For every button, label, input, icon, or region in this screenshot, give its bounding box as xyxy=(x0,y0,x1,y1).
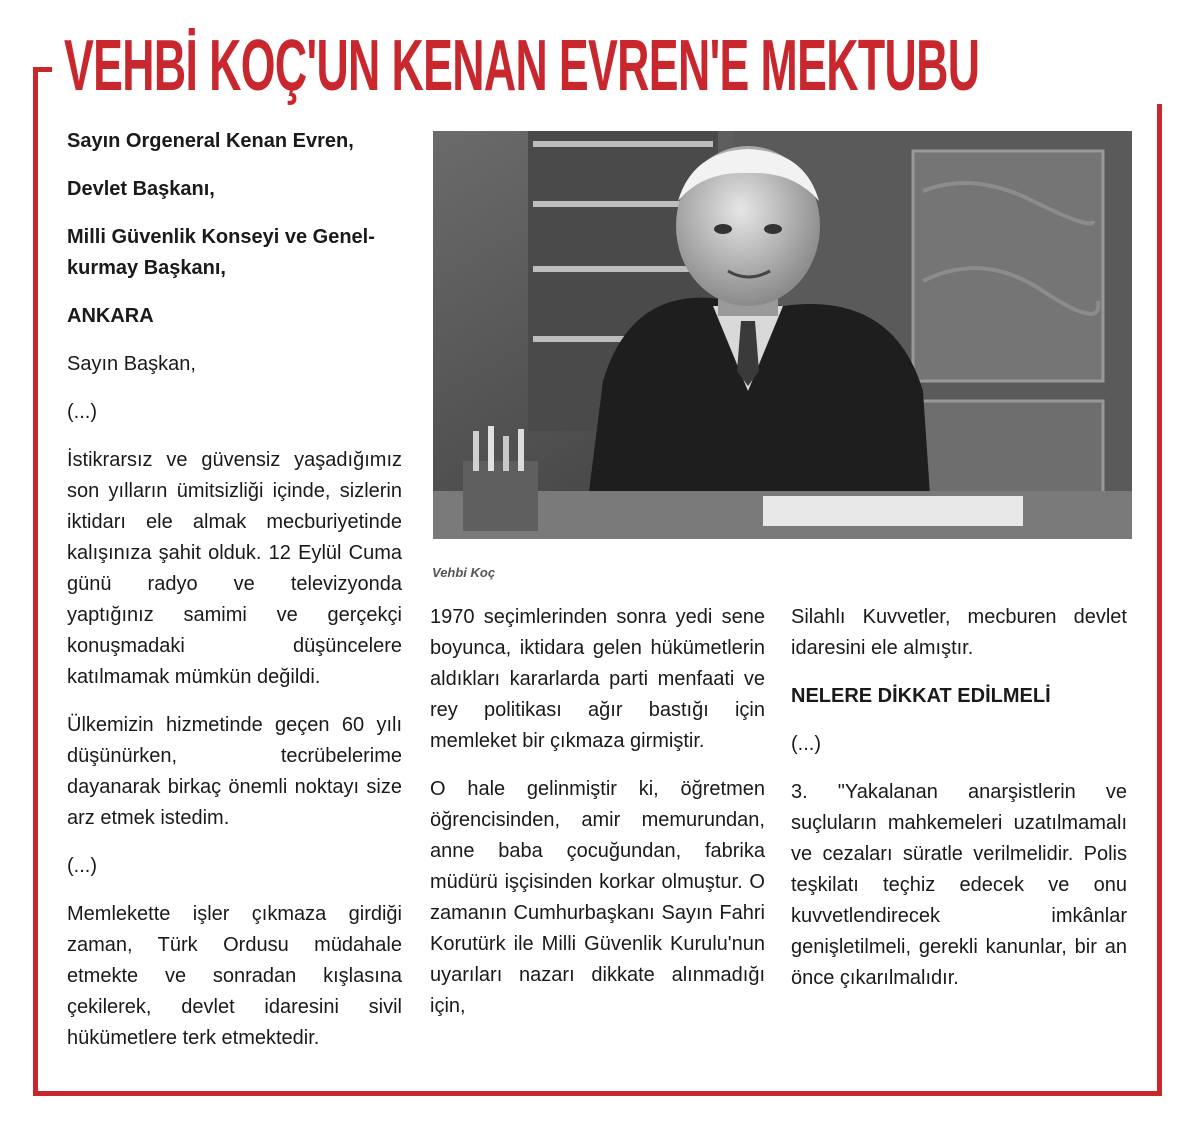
col3-paragraph: 3. "Yakalanan anarşistlerin ve suçluların mahkemeleri uzatılmamalı ve cezaları süratle verilmelidir. Polis teşkilatı teçhiz edecek ve onu kuvvetlendirecek imkânlar genişletilmeli, gerekli kanunlar, bir an önce çıkarılmalıdır. xyxy=(791,781,1127,989)
headline-container xyxy=(52,28,1200,104)
col1-paragraph: İstikrarsız ve güvensiz yaşadığımız son yılların ümitsizliği içinde, sizlerin iktidarı ele almak mecburiyetinde kalışınıza şahit olduk. 12 Eylül Cuma günü radyo ve televizyonda yaptığınız samimi ve gerçekçi konuşmadaki düşüncelere katılmamak mümkün değildi. xyxy=(67,449,402,688)
col1-paragraph: Milli Güvenlik Konseyi ve Genel-kurmay Başkanı, xyxy=(67,226,375,279)
photo-caption: Vehbi Koç xyxy=(432,565,496,580)
col2-paragraph: O hale gelinmiştir ki, öğretmen öğrencisinden, amir memurundan, anne baba çocuğundan, fabrika müdürü işçisinden korkar olmuştur. O zamanın Cumhurbaşkanı Sayın Fahri Korutürk ile Milli Güvenlik Kurulu'nun uyarıları nazarı dikkate alınmadığı için, xyxy=(430,778,765,1017)
column-3 xyxy=(791,602,1127,1011)
col1-paragraph: (...) xyxy=(67,401,97,423)
portrait-photo xyxy=(433,131,1132,539)
portrait-illustration xyxy=(433,131,1132,539)
col1-paragraph: Devlet Başkanı, xyxy=(67,178,215,200)
col1-paragraph: Ülkemizin hizmetinde geçen 60 yılı düşünürken, tecrübelerime dayanarak birkaç önemli noktayı size arz etmek istedim. xyxy=(67,714,402,829)
col1-paragraph: (...) xyxy=(67,855,97,877)
col3-paragraph: Silahlı Kuvvetler, mecburen devlet idaresini ele almıştır. xyxy=(791,606,1127,659)
col3-paragraph: (...) xyxy=(791,733,821,755)
col1-paragraph: Sayın Başkan, xyxy=(67,353,196,375)
col2-paragraph: 1970 seçimlerinden sonra yedi sene boyunca, iktidara gelen hükümetlerin aldıkları kararlarda parti menfaati ve rey politikası ağır bastığı için memleket bir çıkmaza girmiştir. xyxy=(430,606,765,752)
headline: VEHBİ KOÇ'UN KENAN EVREN'E MEKTUBU xyxy=(64,26,980,106)
column-2 xyxy=(430,602,765,1039)
col1-paragraph: Sayın Orgeneral Kenan Evren, xyxy=(67,130,354,152)
column-1 xyxy=(67,126,402,1071)
col1-paragraph: Memlekette işler çıkmaza girdiği zaman, Türk Ordusu müdahale etmekte ve sonradan kışlasına çekilerek, devlet idaresini sivil hükümetlere terk etmektedir. xyxy=(67,903,402,1049)
col3-paragraph: NELERE DİKKAT EDİLMELİ xyxy=(791,685,1051,707)
col1-paragraph: ANKARA xyxy=(67,305,154,327)
